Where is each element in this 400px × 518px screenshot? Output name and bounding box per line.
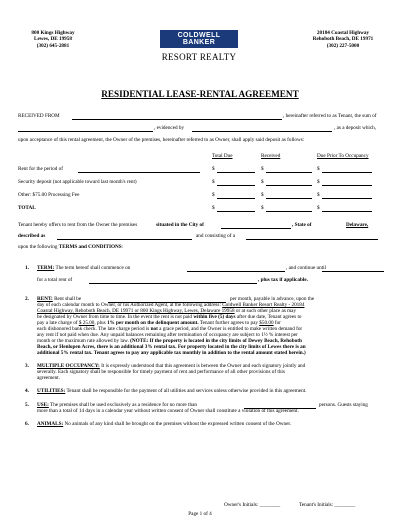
coldwell-banker-logo: [160, 30, 238, 48]
s2-address-b: Coastal Highway, Rehoboth Beach, DE 19971 or 800 Kings Highway, Lewes, Delaware 19958: [37, 308, 235, 314]
s1-number: 1.: [25, 265, 29, 271]
term-heading: TERM:: [37, 265, 55, 271]
col-total-due: Total Due: [212, 153, 233, 159]
cell-field[interactable]: [217, 185, 255, 186]
s2-address-a: Coldwell Banker Resort Realty - 20184: [222, 302, 305, 308]
row-other-label: Other: $75.00 Processing Fee: [18, 192, 80, 198]
cell-field[interactable]: [322, 172, 372, 173]
upon-acceptance-text: upon acceptance of this rental agreement, the Owner of the premises, hereinafter referred to as Owner, shall apply said deposit as follows:: [18, 137, 305, 143]
row-rent-label: Rent for the period of: [18, 166, 63, 172]
cell-field[interactable]: [322, 211, 372, 212]
use-heading: USE:: [37, 402, 49, 408]
five-days-text: within five (5) days: [193, 314, 236, 320]
s2-line4-tail: after due date, Tenant agrees to: [236, 314, 302, 320]
s3-number: 3.: [25, 363, 29, 369]
right-address-line1: 20184 Coastal Highway: [316, 30, 370, 36]
late-charge-text: pay a late charge of: [37, 320, 78, 326]
offers-text: Tenant hereby offers to rent from the Owner the premises: [18, 222, 138, 228]
logo-line1: COLDWELL: [177, 31, 221, 39]
left-address-line3: (302) 645-2881: [36, 42, 70, 49]
s6-line1-text: No animals of any kind shall be brought on the premises without the expressed written consent of the Owner.: [64, 421, 292, 427]
col-received: Received: [261, 153, 281, 159]
s2-line7: any rent if not paid when due. Any unpaid balances remaining after termination of occupancy are subject to 1½ % interest per: [37, 332, 298, 338]
commence-date-field[interactable]: [187, 271, 285, 272]
consisting-text: and consisting of a: [196, 233, 236, 239]
upon-following: [18, 244, 123, 250]
s2-line8-text: month or the maximum rate allowed by law.: [37, 338, 129, 344]
cell-currency: $: [261, 192, 264, 198]
cell-field[interactable]: [322, 185, 372, 186]
utilities-heading: UTILITIES:: [37, 388, 66, 394]
sum-field[interactable]: [18, 131, 153, 132]
described-as-text: described as: [18, 233, 46, 239]
plus-text: , plus: [94, 320, 106, 326]
s1-line1: [37, 265, 130, 271]
s6-number: 6.: [25, 421, 29, 427]
s2-line3-text: or at such other place as may: [235, 308, 297, 314]
s5-number: 5.: [25, 402, 29, 408]
late-charge-amount: $ 25.00: [78, 320, 95, 326]
per-month-text: per month, payable in advance, upon the: [230, 296, 315, 302]
not-text: not: [150, 326, 158, 332]
colon: :: [121, 244, 124, 250]
s3-line2: severally. Each signatory shall be responsible for timely payment of rent and performance of all other provisions of this: [37, 369, 285, 375]
s2-number: 2.: [25, 296, 29, 302]
state-text: , State of: [292, 222, 312, 228]
row-security-label: Security deposit (not applicable toward last month's rent): [18, 179, 137, 185]
s2-line6-text: each dishonored bank check. The late charge period is: [37, 326, 150, 332]
city-field[interactable]: [221, 228, 291, 229]
cell-currency: $: [317, 179, 320, 185]
until-date-field[interactable]: [322, 271, 384, 272]
delinquent-text: 1% per month on the delinquent amount.: [106, 320, 199, 326]
deposit-text: , as a deposit which,: [334, 125, 377, 131]
note-text: (NOTE: If the property is located in the city limits of Dewey Beach, Rehoboth: [130, 338, 302, 344]
state-value: Delaware,: [346, 222, 369, 228]
cell-currency: $: [317, 166, 320, 172]
s2-line10: additional 5% rental tax. Tenant agrees to pay any applicable tax monthly in addition to the rental amount stated herein.): [37, 350, 306, 356]
s5-line2: more than a total of 14 days in a calendar year without written consent of Owner shall constitute a violation of this agreement.: [37, 408, 299, 414]
cell-currency: $: [212, 205, 215, 211]
owner-initials[interactable]: Owner's Initials: ________: [224, 502, 281, 508]
s2-line2-text: day of each calendar month to Owner, or his Authorized Agent, at the following address:: [37, 302, 221, 308]
s4-line1: [37, 388, 306, 394]
cell-currency: $: [212, 192, 215, 198]
total-rent-field[interactable]: [89, 283, 257, 284]
resort-realty-text: RESORT REALTY: [161, 52, 237, 62]
check-fee-amount: $50.00: [259, 320, 274, 326]
cell-currency: $: [261, 205, 264, 211]
cell-currency: $: [317, 205, 320, 211]
plus-tax-text: , plus tax if applicable.: [258, 277, 308, 283]
consisting-field[interactable]: [246, 239, 378, 240]
cell-currency: $: [261, 179, 264, 185]
cell-field[interactable]: [217, 211, 255, 212]
rent-heading: RENT:: [37, 296, 53, 302]
agreement-title: RESIDENTIAL LEASE-RENTAL AGREEMENT: [101, 89, 299, 99]
rent-shall-be-text: Rent shall be: [54, 296, 82, 302]
evidenced-by-field[interactable]: [192, 131, 332, 132]
cell-field[interactable]: [322, 198, 372, 199]
cell-field[interactable]: [217, 198, 255, 199]
cell-currency: $: [261, 166, 264, 172]
cell-field[interactable]: [266, 211, 312, 212]
continue-until-text: , and continue until: [286, 265, 327, 271]
hereinafter-text: , hereinafter referred to as Tenant, the sum of: [283, 113, 377, 119]
right-address-line2: Rehoboth Beach, DE 19971: [312, 36, 374, 43]
tenant-initials[interactable]: Tenant's Initials: ________: [299, 502, 356, 508]
cell-field[interactable]: [266, 198, 312, 199]
row-total-label: TOTAL: [18, 205, 36, 211]
cell-currency: $: [212, 179, 215, 185]
persons-guests-text: persons. Guests staying: [319, 402, 368, 408]
header-right-address: [300, 30, 386, 49]
cell-field[interactable]: [266, 185, 312, 186]
left-address-line2: Lewes, DE 19958: [34, 36, 72, 43]
s4-line1-text: Tenant shall be responsible for the payment of all utilities and services unless otherwise provided in this agreement.: [66, 388, 307, 394]
multiple-occupancy-heading: MULTIPLE OCCUPANCY:: [37, 363, 100, 369]
cell-field[interactable]: [266, 172, 312, 173]
evidenced-by-text: , evidenced by: [154, 125, 185, 131]
right-address-line3: (302) 227-5000: [326, 42, 360, 49]
tenant-agrees-text: Tenant further agrees to pay: [199, 320, 258, 326]
s3-line3: agreement.: [37, 375, 60, 381]
page-number: Page 1 of 4: [188, 511, 212, 517]
received-from-field[interactable]: [72, 119, 282, 120]
s2-line6-tail: a grace period, and the Owner is entitled to make written demand for: [159, 326, 303, 332]
described-as-field[interactable]: [57, 239, 192, 240]
s2-line4-text: be designated by Owner from time to time. In the event the rent is not paid: [37, 314, 193, 320]
cell-currency: $: [317, 192, 320, 198]
received-from-label: RECEIVED FROM: [18, 113, 60, 119]
upon-following-text: upon the following: [18, 244, 58, 250]
s2-line9: Beach, or Henlopen Acres, there is an additional 3% rental tax. For property located in the city limits of Lewes there is an: [37, 344, 306, 350]
header-left-address: [18, 30, 88, 49]
situated-text: situated in the City of: [156, 222, 204, 228]
rent-period-field[interactable]: [78, 172, 200, 173]
s3-line1-text: It is expressly understood that this agreement is between the Owner and each signatory jointly and: [101, 363, 306, 369]
logo-line2: BANKER: [182, 39, 216, 46]
terms-conditions-text: TERMS and CONDITIONS: [58, 244, 122, 250]
for-text: for: [274, 320, 281, 326]
cell-field[interactable]: [217, 172, 255, 173]
s6-line1: [37, 421, 291, 427]
cell-currency: $: [212, 166, 215, 172]
s5-line1-text: The premises shall be used exclusively as a residence for no more than: [50, 402, 197, 408]
total-rent-text: for a total rent of: [37, 277, 73, 283]
col-due-prior: Due Prior To Occupancy: [317, 153, 369, 159]
term-commence-text: The term hereof shall commence on: [55, 265, 131, 271]
s4-number: 4.: [25, 388, 29, 394]
left-address-line1: 800 Kings Highway: [31, 30, 75, 36]
animals-heading: ANIMALS:: [37, 421, 64, 427]
